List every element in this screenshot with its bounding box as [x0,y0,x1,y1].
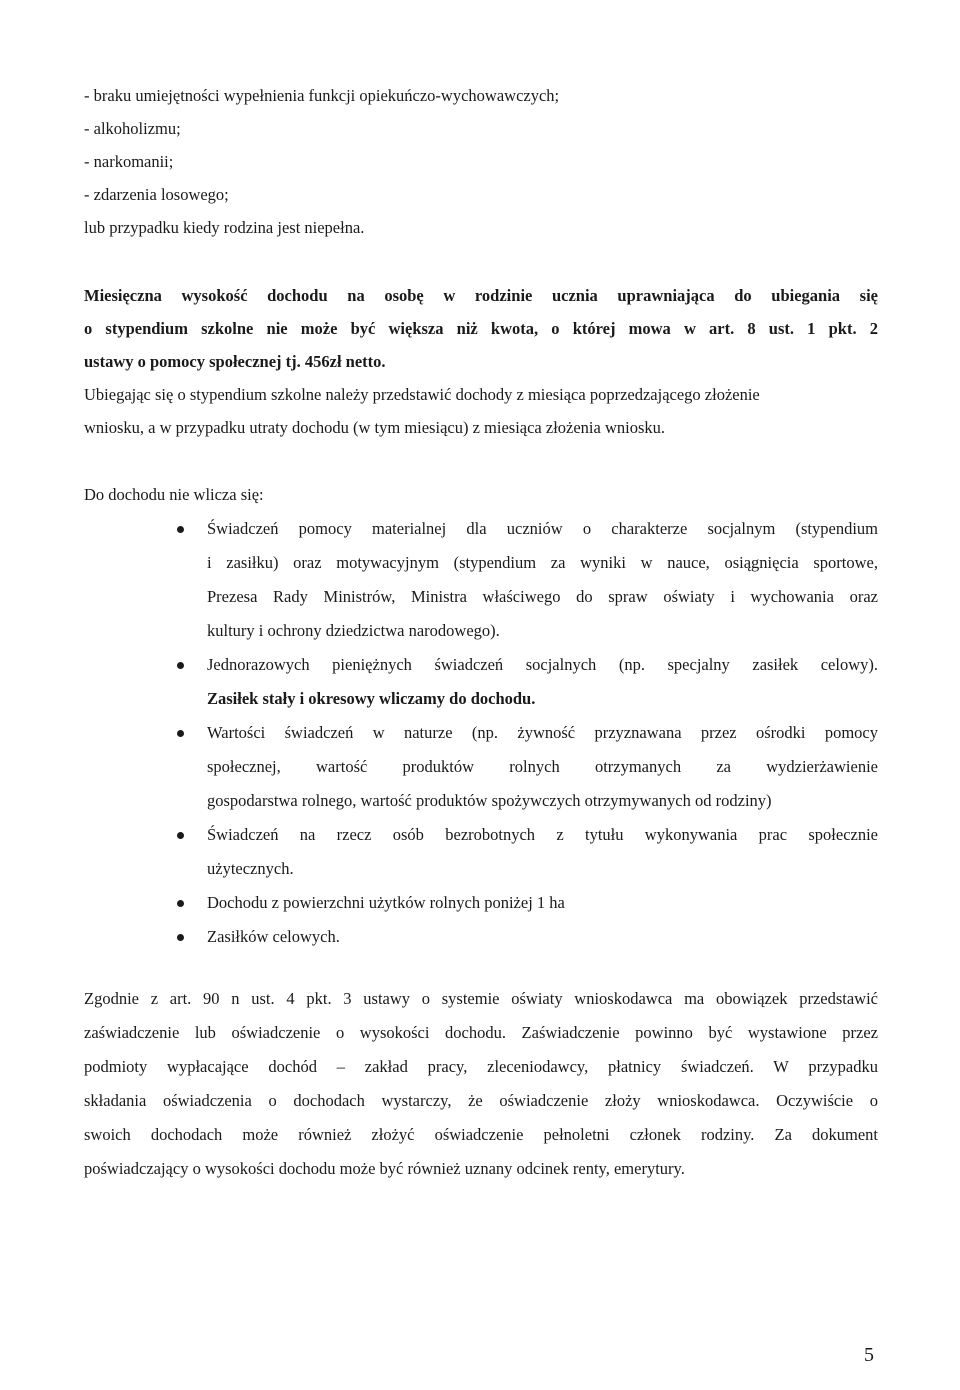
bullet-icon [177,662,184,669]
paragraph-line: podmioty wypłacające dochód – zakład pracy, zleceniodawcy, płatnicy świadczeń. W przypadku [84,1057,878,1076]
exclusion-item [84,818,878,886]
exclusion-line: Świadczeń na rzecz osób bezrobotnych z tytułu wykonywania prac społecznie [207,825,878,844]
exclusions-list [84,512,878,954]
paragraph-line: Miesięczna wysokość dochodu na osobę w rodzinie ucznia uprawniająca do ubiegania się [84,286,878,305]
exclusion-item [84,920,878,954]
page-number: 5 [864,1344,874,1366]
income-limit-paragraph [84,279,878,378]
exclusions-heading: Do dochodu nie wlicza się: [84,485,264,504]
exclusion-line: Świadczeń pomocy materialnej dla uczniów o charakterze socjalnym (stypendium [207,519,878,538]
exclusion-line: kultury i ochrony dziedzictwa narodowego). [207,621,500,640]
exclusion-item [84,648,878,716]
intro-list-item: - alkoholizmu; [84,119,181,138]
exclusion-item [84,886,878,920]
paragraph-line: ustawy o pomocy społecznej tj. 456zł netto. [84,352,386,371]
exclusion-line-emphasis: Zasiłek stały i okresowy wliczamy do dochodu. [207,689,536,708]
bullet-icon [177,730,184,737]
intro-list-item: - narkomanii; [84,152,174,171]
paragraph-line: swoich dochodach może również złożyć oświadczenie pełnoletni członek rodziny. Za dokument [84,1125,878,1144]
bullet-icon [177,832,184,839]
paragraph-line: zaświadczenie lub oświadczenie o wysokości dochodu. Zaświadczenie powinno być wystawione przez [84,1023,878,1042]
certificate-paragraph [84,982,878,1186]
exclusion-line: i zasiłku) oraz motywacyjnym (stypendium za wyniki w nauce, osiągnięcia sportowe, [207,553,878,572]
exclusion-item [84,716,878,818]
exclusion-line: użytecznych. [207,859,294,878]
paragraph-line: Ubiegając się o stypendium szkolne należy przedstawić dochody z miesiąca poprzedzającego złożenie [84,385,760,404]
exclusion-line: gospodarstwa rolnego, wartość produktów spożywczych otrzymywanych od rodziny) [207,791,772,810]
exclusion-line: Zasiłków celowych. [207,927,340,946]
bullet-icon [177,900,184,907]
exclusion-line: Wartości świadczeń w naturze (np. żywność przyznawana przez ośrodki pomocy [207,723,878,742]
bullet-icon [177,934,184,941]
exclusion-line: społecznej, wartość produktów rolnych otrzymanych za wydzierżawienie [207,757,878,776]
intro-list-item: - braku umiejętności wypełnienia funkcji opiekuńczo-wychowawczych; [84,86,560,105]
paragraph-line: składania oświadczenia o dochodach wystarczy, że oświadczenie złoży wnioskodawca. Oczywiście o [84,1091,878,1110]
exclusions-section [84,478,878,954]
paragraph-line: poświadczający o wysokości dochodu może być również uznany odcinek renty, emerytury. [84,1159,685,1178]
paragraph-line: o stypendium szkolne nie może być większa niż kwota, o której mowa w art. 8 ust. 1 pkt. 2 [84,319,878,338]
bullet-icon [177,526,184,533]
application-paragraph [84,378,878,444]
paragraph-line: Zgodnie z art. 90 n ust. 4 pkt. 3 ustawy o systemie oświaty wnioskodawca ma obowiązek przedstawić [84,989,878,1008]
exclusion-line: Prezesa Rady Ministrów, Ministra właściwego do spraw oświaty i wychowania oraz [207,587,878,606]
paragraph-line: wniosku, a w przypadku utraty dochodu (w tym miesiącu) z miesiąca złożenia wniosku. [84,418,666,437]
exclusion-line: Jednorazowych pieniężnych świadczeń socjalnych (np. specjalny zasiłek celowy). [207,655,878,674]
intro-list [84,79,878,244]
exclusion-item [84,512,878,648]
intro-list-item: lub przypadku kiedy rodzina jest niepełna. [84,218,365,237]
exclusion-line: Dochodu z powierzchni użytków rolnych poniżej 1 ha [207,893,565,912]
intro-list-item: - zdarzenia losowego; [84,185,229,204]
